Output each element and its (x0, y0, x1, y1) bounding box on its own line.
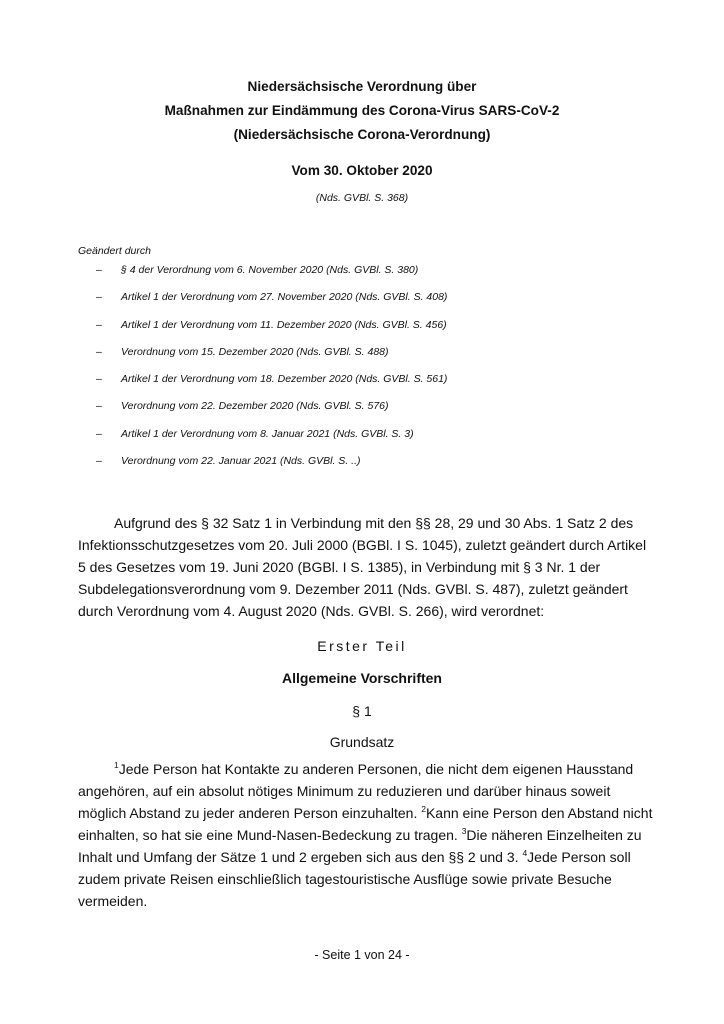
preamble-line: Infektionsschutzgesetzes vom 20. Juli 2000 (BGBl. I S. 1045), zuletzt geändert durch Artikel (78, 537, 647, 553)
list-dash: – (96, 345, 102, 358)
list-dash: – (96, 291, 102, 304)
list-dash: – (96, 318, 102, 331)
sentence-text: möglich Abstand zu jeder anderen Person einzuhalten. (78, 805, 422, 821)
paragraph-line: vermeiden. (78, 893, 148, 909)
list-dash: – (96, 373, 102, 386)
section-paragraph (78, 758, 653, 912)
amendments-list (96, 264, 447, 482)
paragraph-line (78, 802, 653, 824)
section-number: § 1 (352, 703, 372, 719)
page-footer: - Seite 1 von 24 - (314, 948, 410, 962)
amendment-item (96, 319, 447, 346)
sentence-text: Inhalt und Umfang der Sätze 1 und 2 ergeben sich aus den §§ 2 und 3. (78, 849, 523, 865)
sentence-number: 4 (522, 848, 528, 858)
amendment-text: Verordnung vom 22. Januar 2021 (Nds. GVBl. S. ..) (121, 455, 361, 468)
sentence-text: Jede Person hat Kontakte zu anderen Personen, die nicht dem eigenen Hausstand (118, 761, 634, 777)
amendment-item (96, 346, 447, 373)
amendment-item (96, 291, 447, 318)
section-title: Grundsatz (329, 734, 395, 750)
amendment-text: § 4 der Verordnung vom 6. November 2020 (Nds. GVBl. S. 380) (121, 264, 419, 276)
title-line-1: Niedersächsische Verordnung über (247, 79, 477, 94)
part-label: Erster Teil (317, 638, 407, 654)
sentence-number: 3 (461, 826, 467, 836)
preamble-line: 5 des Gesetzes vom 19. Juni 2020 (BGBl. I S. 1385), in Verbindung mit § 3 Nr. 1 der (78, 559, 601, 575)
sentence-number: 1 (114, 760, 119, 770)
sentence-number: 2 (421, 804, 426, 814)
preamble-paragraph (78, 512, 648, 622)
amendment-text: Verordnung vom 22. Dezember 2020 (Nds. GVBl. S. 576) (121, 400, 389, 413)
list-dash: – (96, 400, 102, 413)
sentence-text: Jede Person soll (527, 849, 631, 865)
sentence-text: Die näheren Einzelheiten zu (466, 827, 642, 843)
list-dash: – (96, 455, 102, 468)
amendment-text: Artikel 1 der Verordnung vom 27. November 2020 (Nds. GVBl. S. 408) (121, 291, 448, 304)
part-title: Allgemeine Vorschriften (281, 670, 442, 686)
amendment-text: Artikel 1 der Verordnung vom 18. Dezember 2020 (Nds. GVBl. S. 561) (121, 373, 448, 386)
sentence-text: Kann eine Person den Abstand nicht (425, 805, 653, 821)
issue-date: Vom 30. Oktober 2020 (291, 163, 433, 178)
paragraph-line (78, 824, 648, 846)
paragraph-line: zudem private Reisen einschließlich tagestouristische Ausflüge sowie private Besuche (78, 871, 612, 887)
amendment-item (96, 428, 447, 455)
preamble-line: Subdelegationsverordnung vom 9. Dezember 2011 (Nds. GVBl. S. 487), zuletzt geändert (78, 581, 628, 597)
amendment-text: Artikel 1 der Verordnung vom 8. Januar 2021 (Nds. GVBl. S. 3) (121, 427, 414, 440)
preamble-line: durch Verordnung vom 4. August 2020 (Nds. GVBl. S. 266), wird verordnet: (78, 603, 545, 619)
title-line-2: Maßnahmen zur Eindämmung des Corona-Virus SARS-CoV-2 (164, 103, 560, 118)
title-line-3: (Niedersächsische Corona-Verordnung) (233, 127, 491, 142)
amendment-text: Artikel 1 der Verordnung vom 11. Dezember 2020 (Nds. GVBl. S. 456) (121, 318, 447, 331)
amendment-text: Verordnung vom 15. Dezember 2020 (Nds. GVBl. S. 488) (121, 345, 389, 358)
amendment-item (96, 400, 447, 427)
paragraph-line (78, 758, 648, 780)
sentence-text: einhalten, so hat sie eine Mund-Nasen-Bedeckung zu tragen. (78, 827, 462, 843)
preamble-line: Aufgrund des § 32 Satz 1 in Verbindung mit den §§ 28, 29 und 30 Abs. 1 Satz 2 des (114, 515, 634, 531)
list-dash: – (96, 264, 102, 276)
amendments-label: Geändert durch (78, 245, 151, 257)
paragraph-line: angehören, auf ein absolut nötiges Minimum zu reduzieren und darüber hinaus soweit (78, 783, 611, 799)
amendment-item (96, 455, 447, 482)
paragraph-line (78, 846, 648, 868)
amendment-item (96, 264, 447, 291)
amendment-item (96, 373, 447, 400)
gazette-source: (Nds. GVBl. S. 368) (315, 192, 409, 204)
list-dash: – (96, 427, 102, 440)
